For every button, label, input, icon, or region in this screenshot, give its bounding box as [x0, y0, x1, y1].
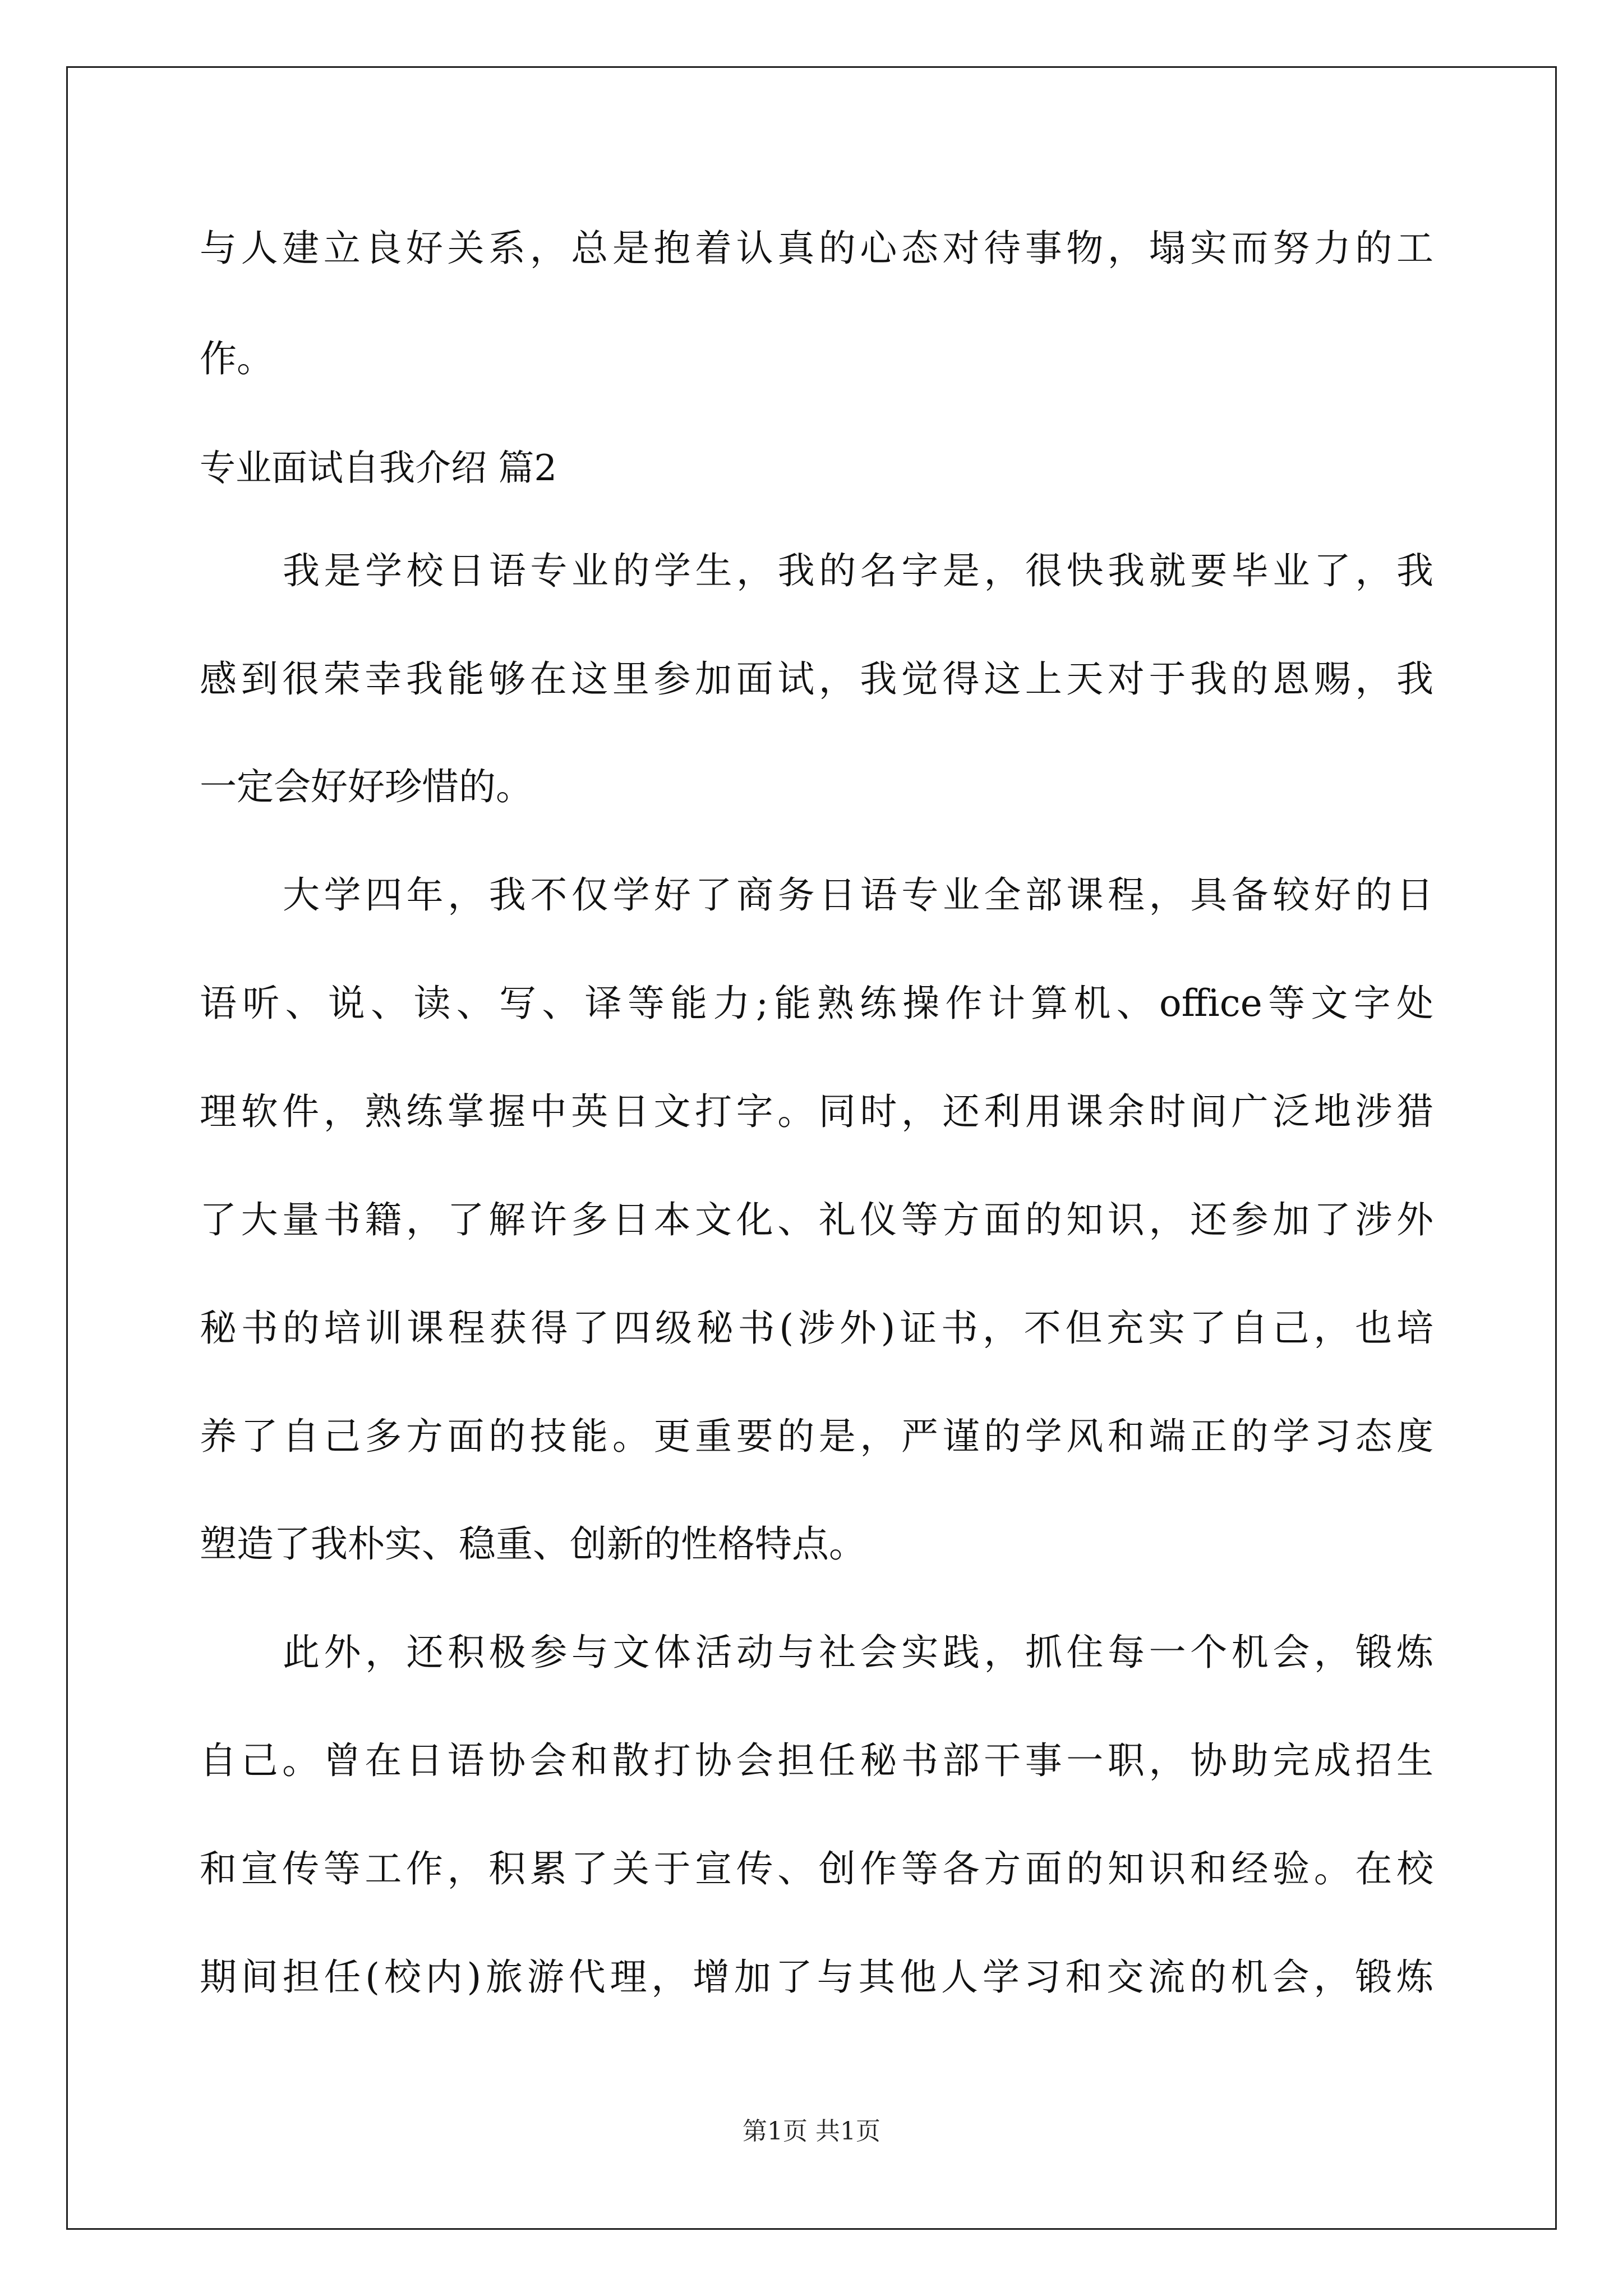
paragraph-line: 了大量书籍，了解许多日本文化、礼仪等方面的知识，还参加了涉外 — [200, 1198, 1433, 1241]
section-heading: 专业面试自我介绍 篇2 — [200, 448, 557, 489]
paragraph-line: 与人建立良好关系，总是抱着认真的心态对待事物，塌实而努力的工 — [200, 227, 1433, 270]
paragraph-line: 此外，还积极参与文体活动与社会实践，抓住每一个机会，锻炼 — [283, 1631, 1433, 1674]
paragraph-line: 语听、说、读、写、译等能力;能熟练操作计算机、office等文字处 — [200, 982, 1433, 1025]
paragraph-line: 一定会好好珍惜的。 — [200, 765, 533, 808]
paragraph-line: 期间担任(校内)旅游代理，增加了与其他人学习和交流的机会，锻炼 — [200, 1955, 1433, 1999]
paragraph-line: 作。 — [200, 337, 274, 380]
paragraph-line: 理软件，熟练掌握中英日文打字。同时，还利用课余时间广泛地涉猎 — [200, 1090, 1433, 1133]
paragraph-line: 塑造了我朴实、稳重、创新的性格特点。 — [200, 1522, 866, 1566]
paragraph-line: 和宣传等工作，积累了关于宣传、创作等各方面的知识和经验。在校 — [200, 1847, 1433, 1890]
paragraph-line: 我是学校日语专业的学生，我的名字是，很快我就要毕业了，我 — [283, 549, 1433, 592]
paragraph-line: 养了自己多方面的技能。更重要的是，严谨的学风和端正的学习态度 — [200, 1415, 1433, 1458]
paragraph-line: 感到很荣幸我能够在这里参加面试，我觉得这上天对于我的恩赐，我 — [200, 657, 1433, 701]
page-footer: 第1页 共1页 — [743, 2117, 880, 2146]
paragraph-line: 秘书的培训课程获得了四级秘书(涉外)证书，不但充实了自己，也培 — [200, 1306, 1433, 1350]
paragraph-line: 自己。曾在日语协会和散打协会担任秘书部干事一职，协助完成招生 — [200, 1739, 1433, 1782]
paragraph-line: 大学四年，我不仅学好了商务日语专业全部课程，具备较好的日 — [283, 873, 1433, 917]
page-border — [66, 66, 1557, 2230]
